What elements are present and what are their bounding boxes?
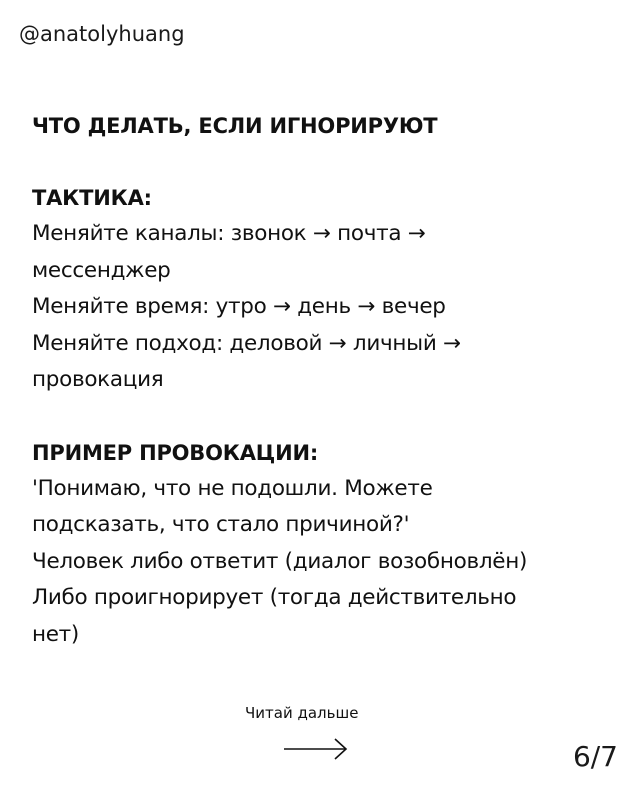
page-counter: 6/7 [572,740,618,773]
tactics-line: Меняйте подход: деловой → личный → [32,330,461,356]
arrow-right-icon [284,738,348,760]
example-line: нет) [32,621,79,647]
example-line: подсказать, что стало причиной?' [32,512,410,537]
tactics-line: Меняйте каналы: звонок → почта → [32,221,426,246]
example-heading: ПРИМЕР ПРОВОКАЦИИ: [32,440,319,465]
tactics-heading: ТАКТИКА: [32,186,152,210]
example-line: 'Понимаю, что не подошли. Можете [32,475,433,501]
slide-content [32,108,628,653]
continue-reading-label: Читай дальше [245,704,359,722]
tactics-line: провокация [32,367,164,392]
example-line: Либо проигнорирует (тогда действительно [32,585,517,610]
tactics-line: Меняйте время: утро → день → вечер [32,294,446,319]
tactics-line: мессенджер [32,257,171,283]
slide-title: ЧТО ДЕЛАТЬ, ЕСЛИ ИГНОРИРУЮТ [32,114,438,138]
author-handle: @anatolyhuang [19,22,185,46]
example-line: Человек либо ответит (диалог возобновлён) [32,548,528,574]
